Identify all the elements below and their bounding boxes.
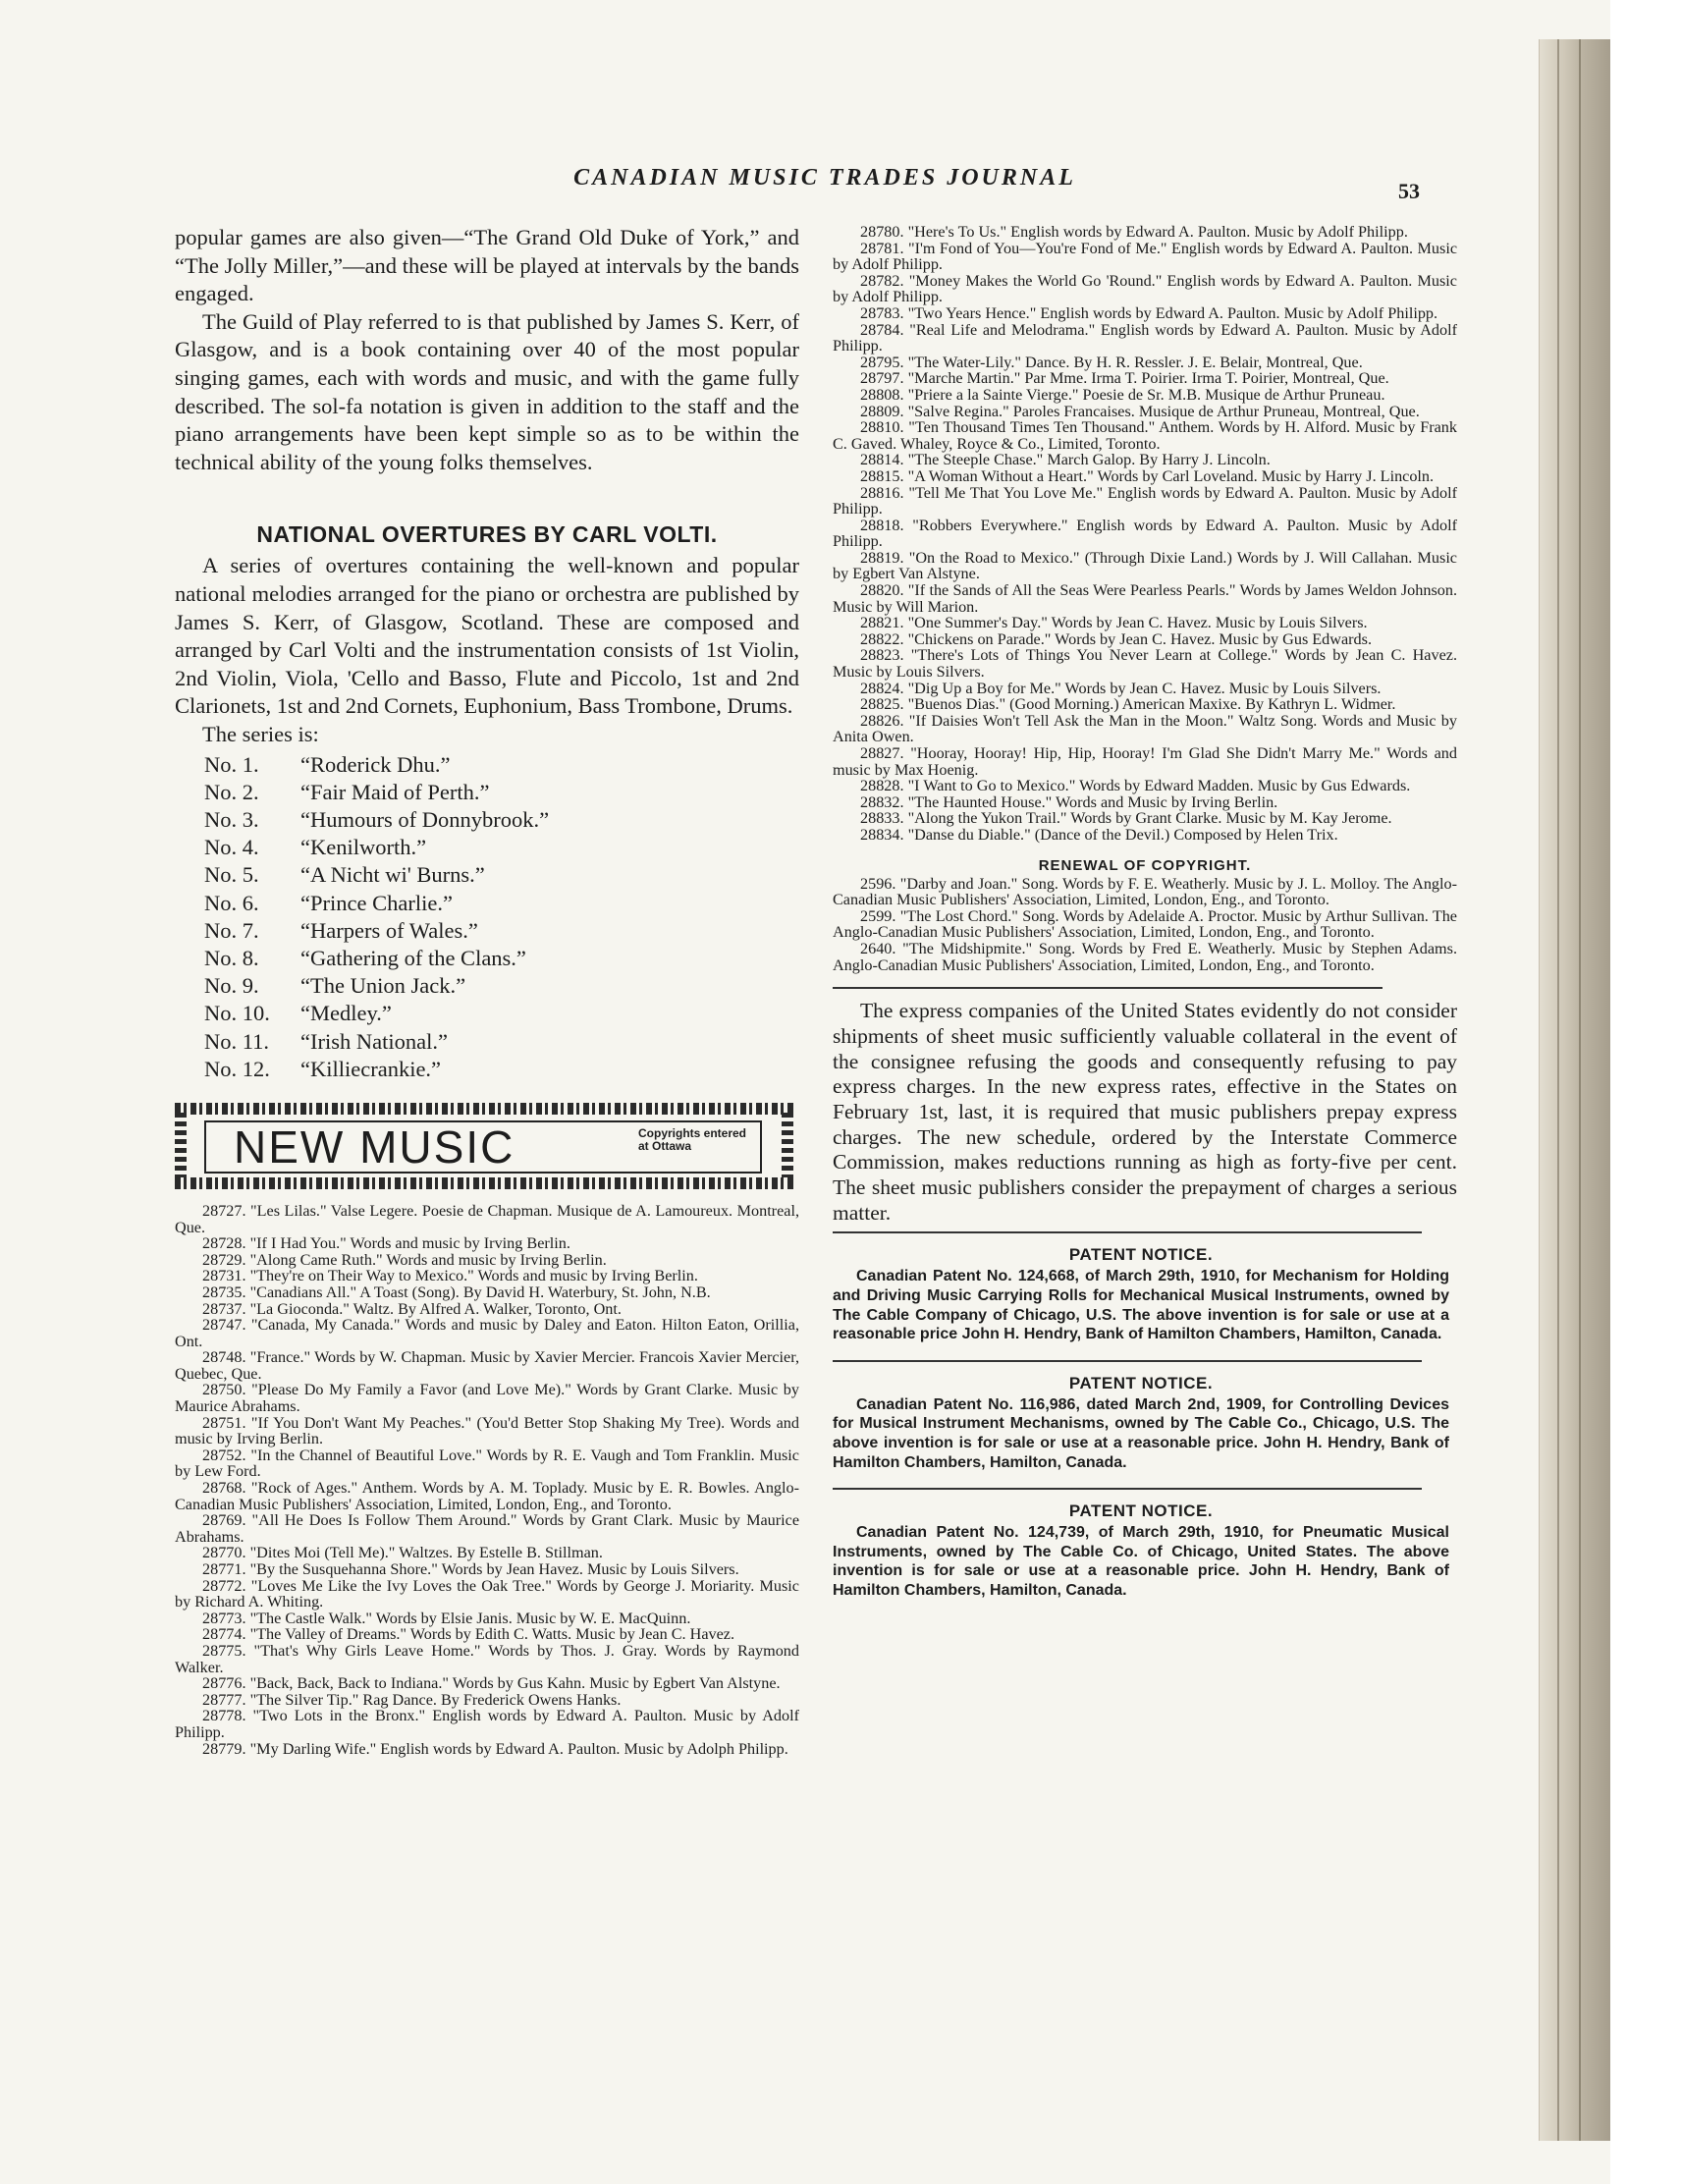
overture-title: “Roderick Dhu.” (300, 751, 451, 777)
copyright-listing: 28778. "Two Lots in the Bronx." English words by Edward A. Paulton. Music by Adolf Philipp. (175, 1707, 799, 1741)
overture-title: “Kenilworth.” (300, 835, 427, 860)
copyright-listing: 28750. "Please Do My Family a Favor (and Love Me)." Words by Grant Clarke. Music by Maurice Abrahams. (175, 1381, 799, 1416)
section-divider (833, 987, 1383, 989)
patent-notice-heading: PATENT NOTICE. (1068, 1373, 1214, 1392)
copyright-listing: 28769. "All He Does Is Follow Them Around." Words by Grant Clark. Music by Maurice Abrahams. (175, 1511, 799, 1546)
copyright-listing: 28751. "If You Don't Want My Peaches." (You'd Better Stop Shaking My Tree). Words and music by Irving Berlin. (175, 1413, 799, 1448)
patent-notice-heading: PATENT NOTICE. (1068, 1245, 1214, 1265)
overture-number: No. 7. (204, 917, 259, 943)
page-number: 53 (1398, 179, 1420, 203)
copyright-listing: 28797. "Marche Martin." Par Mme. Irma T. Poirier. Irma T. Poirier, Montreal, Que. (860, 369, 1389, 388)
patent-notice-body: Canadian Patent No. 116,986, dated March 2nd, 1909, for Controlling Devices for Musical Instrument Mechanisms, owned by The Cable Co., Chicago, U.S. The above invention is for sale or use at a reasonable price. John H. Hendry, Bank of Hamilton Chambers, Hamilton, Canada. (833, 1395, 1449, 1471)
overture-number: No. 11. (204, 1028, 270, 1054)
copyright-listings-left (175, 1203, 799, 1757)
copyright-listing: 28772. "Loves Me Like the Ivy Loves the Oak Tree." Words by George J. Moriarity. Music by Richard A. Whiting. (175, 1576, 799, 1611)
copyright-listing: 28818. "Robbers Everywhere." English words by Edward A. Paulton. Music by Adolf Philipp. (833, 516, 1457, 551)
copyright-listing: 28822. "Chickens on Parade." Words by Jean C. Havez. Music by Gus Edwards. (860, 629, 1372, 648)
overture-title: “Medley.” (300, 1001, 392, 1026)
copyright-listings-right (833, 224, 1457, 844)
overture-number: No. 9. (204, 973, 259, 999)
patent-notice-body: Canadian Patent No. 124,668, of March 29th, 1910, for Mechanism for Holding and Driving Music Carrying Rolls for Mechanical Musical Instruments, owned by The Cable Company of Chicago, U.S. The above invention is for sale or use at a reasonable price John H. Hendry, Bank of Hamilton Chambers, Hamilton, Canada. (833, 1268, 1449, 1343)
banner-ornament-top (175, 1103, 793, 1115)
copyright-listing: 28748. "France." Words by W. Chapman. Music by Xavier Mercier. Francois Xavier Mercier, Quebec, Que. (175, 1348, 799, 1383)
book-binding-edge (1539, 39, 1610, 2141)
copyright-listing: 28823. "There's Lots of Things You Never Learn at College." Words by Jean C. Havez. Music by Louis Silvers. (833, 646, 1457, 682)
copyright-listing: 28768. "Rock of Ages." Anthem. Words by A. M. Toplady. Music by E. R. Bowles. Anglo-Canadian Music Publishers' Association, Limited, London, Eng., and Toronto. (175, 1479, 799, 1513)
overture-item (204, 1000, 799, 1027)
series-intro: The series is: (202, 721, 319, 746)
copyright-listing: 28770. "Dites Moi (Tell Me)." Waltzes. By Estelle B. Stillman. (202, 1544, 603, 1562)
patent-notices (833, 1245, 1457, 1600)
overture-number: No. 1. (204, 751, 259, 777)
copyright-listing: 28776. "Back, Back, Back to Indiana." Words by Gus Kahn. Music by Egbert Van Alstyne. (202, 1674, 781, 1693)
copyright-listing: 28731. "They're on Their Way to Mexico." Words and music by Irving Berlin. (202, 1267, 698, 1285)
overture-number: No. 12. (204, 1056, 270, 1081)
overture-number: No. 4. (204, 835, 259, 860)
overture-item (204, 834, 799, 861)
copyright-listing: 28821. "One Summer's Day." Words by Jean C. Havez. Music by Louis Silvers. (860, 614, 1368, 632)
renewal-listing: 2596. "Darby and Joan." Song. Words by F. E. Weatherly. Music by J. L. Molloy. The Anglo-Canadian Music Publishers' Association, Limited, London, Eng., and Toronto. (833, 874, 1457, 909)
copyright-listing: 28781. "I'm Fond of You—You're Fond of Me." English words by Edward A. Paulton. Music by Adolf Philipp. (833, 239, 1457, 274)
section-divider (833, 1231, 1422, 1233)
overture-item (204, 890, 799, 917)
copyright-listing: 28832. "The Haunted House." Words and Music by Irving Berlin. (860, 792, 1278, 811)
intro-paragraph: The Guild of Play referred to is that published by James S. Kerr, of Glasgow, and is a book containing over 40 of the most popular singing games, each with words and music, and with the game fully described. The sol-fa notation is given in addition to the staff and the piano arrangements have been kept simple so as to be within the technical ability of the young folks themselves. (175, 308, 799, 474)
overture-item (204, 917, 799, 945)
overture-title: “Killiecrankie.” (300, 1056, 442, 1081)
overture-item (204, 806, 799, 834)
overture-title: “Fair Maid of Perth.” (300, 779, 490, 804)
overture-title: “Harpers of Wales.” (300, 917, 478, 943)
overture-list (204, 751, 799, 1083)
overture-item (204, 1028, 799, 1056)
overtures-description: A series of overtures containing the well-known and popular national melodies arranged for the piano or orchestra are published by James S. Kerr, of Glasgow, Scotland. These are composed and arranged by Carl Volti and the instrumentation consists of 1st Violin, 2nd Violin, Viola, 'Cello and Basso, Flute and Piccolo, 1st and 2nd Clarionets, 1st and 2nd Cornets, Euphonium, Bass Trombone, Drums. (175, 553, 799, 719)
copyright-listing: 28820. "If the Sands of All the Seas Were Pearless Pearls." Words by James Weldon Johnson. Music by Will Marion. (833, 581, 1457, 616)
copyright-listing: 28815. "A Woman Without a Heart." Words by Carl Loveland. Music by Harry J. Lincoln. (860, 466, 1435, 485)
copyright-listing: 28735. "Canadians All." A Toast (Song). By David H. Waterbury, St. John, N.B. (202, 1283, 711, 1301)
copyright-listing: 28780. "Here's To Us." English words by Edward A. Paulton. Music by Adolf Philipp. (860, 223, 1408, 241)
patent-divider (833, 1360, 1422, 1362)
overture-item (204, 751, 799, 779)
overture-title: “Humours of Donnybrook.” (300, 806, 550, 832)
overture-title: “Irish National.” (300, 1028, 448, 1054)
left-column (175, 224, 799, 1757)
renewal-listing: 2599. "The Lost Chord." Song. Words by Adelaide A. Proctor. Music by Arthur Sullivan. The Anglo-Canadian Music Publishers' Association, Limited, London, Eng., and Toronto. (833, 906, 1457, 942)
overture-number: No. 5. (204, 862, 259, 888)
copyright-listing: 28826. "If Daisies Won't Tell Ask the Man in the Moon." Waltz Song. Words and Music by Anita Owen. (833, 711, 1457, 746)
copyright-listing: 28810. "Ten Thousand Times Ten Thousand." Anthem. Words by H. Alford. Music by Frank C. Gaved. Whaley, Royce & Co., Limited, Toronto. (833, 418, 1457, 453)
copyright-listing: 28777. "The Silver Tip." Rag Dance. By Frederick Owens Hanks. (202, 1690, 622, 1709)
copyright-listing: 28795. "The Water-Lily." Dance. By H. R. Ressler. J. E. Belair, Montreal, Que. (860, 353, 1363, 371)
patent-notice (833, 1502, 1449, 1600)
copyright-listing: 28783. "Two Years Hence." English words by Edward A. Paulton. Music by Adolf Philipp. (860, 303, 1438, 322)
copyright-listing: 28773. "The Castle Walk." Words by Elsie Janis. Music by W. E. MacQuinn. (202, 1609, 691, 1627)
overture-item (204, 861, 799, 889)
running-title: CANADIAN MUSIC TRADES JOURNAL (573, 165, 1076, 191)
copyright-listing: 28784. "Real Life and Melodrama." English words by Edward A. Paulton. Music by Adolf Philipp. (833, 320, 1457, 355)
copyright-listing: 28728. "If I Had You." Words and music by Irving Berlin. (202, 1234, 570, 1253)
overture-item (204, 972, 799, 1000)
copyright-listing: 28752. "In the Channel of Beautiful Love." Words by R. E. Vaugh and Tom Franklin. Music by Lew Ford. (175, 1446, 799, 1481)
banner-box (204, 1120, 762, 1174)
overture-number: No. 10. (204, 1001, 270, 1026)
banner-ornament-right (782, 1113, 793, 1179)
renewal-listings (833, 876, 1457, 974)
intro-paragraph: popular games are also given—“The Grand Old Duke of York,” and “The Jolly Miller,”—and these will be played at intervals by the bands engaged. (175, 225, 799, 306)
overture-item (204, 1056, 799, 1083)
copyright-listing: 28774. "The Valley of Dreams." Words by Edith C. Watts. Music by Jean C. Havez. (202, 1625, 735, 1644)
overture-number: No. 2. (204, 779, 259, 804)
patent-notice-body: Canadian Patent No. 124,739, of March 29th, 1910, for Pneumatic Musical Instruments, owned by The Cable Co. of Chicago, United States. The above invention is for sale or use at a reasonable price. John H. Hendry, Bank of Hamilton Chambers, Hamilton, Canada. (833, 1524, 1449, 1599)
overture-number: No. 8. (204, 945, 259, 970)
overture-title: “Prince Charlie.” (300, 890, 453, 915)
renewal-listing: 2640. "The Midshipmite." Song. Words by Fred E. Weatherly. Music by Stephen Adams. Anglo-Canadian Music Publishers' Association, Limited, London, Eng., and Toronto. (833, 939, 1457, 974)
new-music-subtitle: Copyrights entered at Ottawa (638, 1125, 747, 1153)
copyright-listing: 28775. "That's Why Girls Leave Home." Words by Thos. J. Gray. Words by Raymond Walker. (175, 1641, 799, 1676)
copyright-listing: 28727. "Les Lilas." Valse Legere. Poesie de Chapman. Musique de A. Lamoureux. Montreal, Que. (175, 1201, 799, 1236)
overture-title: “A Nicht wi' Burns.” (300, 862, 485, 888)
copyright-listing: 28816. "Tell Me That You Love Me." English words by Edward A. Paulton. Music by Adolf Philipp. (833, 483, 1457, 519)
overture-number: No. 3. (204, 806, 259, 832)
copyright-listing: 28819. "On the Road to Mexico." (Through Dixie Land.) Words by J. Will Callahan. Music by Egbert Van Alstyne. (833, 548, 1457, 583)
copyright-listing: 28814. "The Steeple Chase." March Galop. By Harry J. Lincoln. (860, 451, 1271, 469)
patent-notice (833, 1374, 1449, 1490)
right-column (833, 224, 1457, 1601)
overtures-heading: NATIONAL OVERTURES BY CARL VOLTI. (256, 521, 718, 548)
copyright-listing: 28833. "Along the Yukon Trail." Words by Grant Clarke. Music by M. Kay Jerome. (860, 809, 1392, 828)
express-paragraph: The express companies of the United States evidently do not consider shipments of sheet music sufficiently valuable collateral in the event of the consignee refusing the goods and consequently refusing to pay express charges. In the new express rates, effective in the States on February 1st, last, it is required that music publishers prepay express charges. The new schedule, ordered by the Interstate Commerce Commission, makes reductions running as high as forty-five per cent. The sheet music publishers consider the prepayment of charges a serious matter. (833, 999, 1457, 1225)
patent-notice-heading: PATENT NOTICE. (1068, 1502, 1214, 1521)
copyright-listing: 28771. "By the Susquehanna Shore." Words by Jean Havez. Music by Louis Silvers. (202, 1560, 739, 1578)
banner-ornament-bottom (175, 1177, 793, 1189)
copyright-listing: 28834. "Danse du Diable." (Dance of the Devil.) Composed by Helen Trix. (860, 825, 1338, 844)
overture-title: “Gathering of the Clans.” (300, 945, 526, 970)
copyright-listing: 28779. "My Darling Wife." English words by Edward A. Paulton. Music by Adolph Philipp. (202, 1739, 788, 1758)
copyright-listing: 28782. "Money Makes the World Go 'Round." English words by Edward A. Paulton. Music by Adolf Philipp. (833, 271, 1457, 306)
overture-item (204, 779, 799, 806)
renewal-heading: RENEWAL OF COPYRIGHT. (1038, 856, 1252, 874)
banner-ornament-left (175, 1113, 187, 1179)
copyright-listing: 28828. "I Want to Go to Mexico." Words by Edward Madden. Music by Gus Edwards. (860, 777, 1411, 795)
new-music-title: NEW MUSIC (234, 1120, 515, 1173)
copyright-listing: 28825. "Buenos Dias." (Good Morning.) American Maxixe. By Kathryn L. Widmer. (860, 695, 1396, 714)
patent-divider (833, 1488, 1422, 1490)
copyright-listing: 28809. "Salve Regina." Paroles Francaises. Musique de Arthur Pruneau, Montreal, Que. (860, 402, 1420, 420)
copyright-listing: 28737. "La Gioconda." Waltz. By Alfred A. Walker, Toronto, Ont. (202, 1299, 622, 1318)
patent-notice (833, 1245, 1449, 1361)
overture-title: “The Union Jack.” (300, 973, 466, 999)
copyright-listing: 28747. "Canada, My Canada." Words and music by Daley and Eaton. Hilton Eaton, Orillia, Ont. (175, 1316, 799, 1350)
overture-item (204, 945, 799, 972)
copyright-listing: 28729. "Along Came Ruth." Words and music by Irving Berlin. (202, 1250, 607, 1269)
copyright-listing: 28827. "Hooray, Hooray! Hip, Hip, Hooray! I'm Glad She Didn't Marry Me." Words and music by Max Hoenig. (833, 744, 1457, 779)
new-music-banner (175, 1103, 793, 1189)
copyright-listing: 28824. "Dig Up a Boy for Me." Words by Jean C. Havez. Music by Louis Silvers. (860, 679, 1382, 697)
copyright-listing: 28808. "Priere a la Sainte Vierge." Poesie de Sr. M.B. Musique de Arthur Pruneau. (860, 385, 1385, 404)
overture-number: No. 6. (204, 890, 259, 915)
